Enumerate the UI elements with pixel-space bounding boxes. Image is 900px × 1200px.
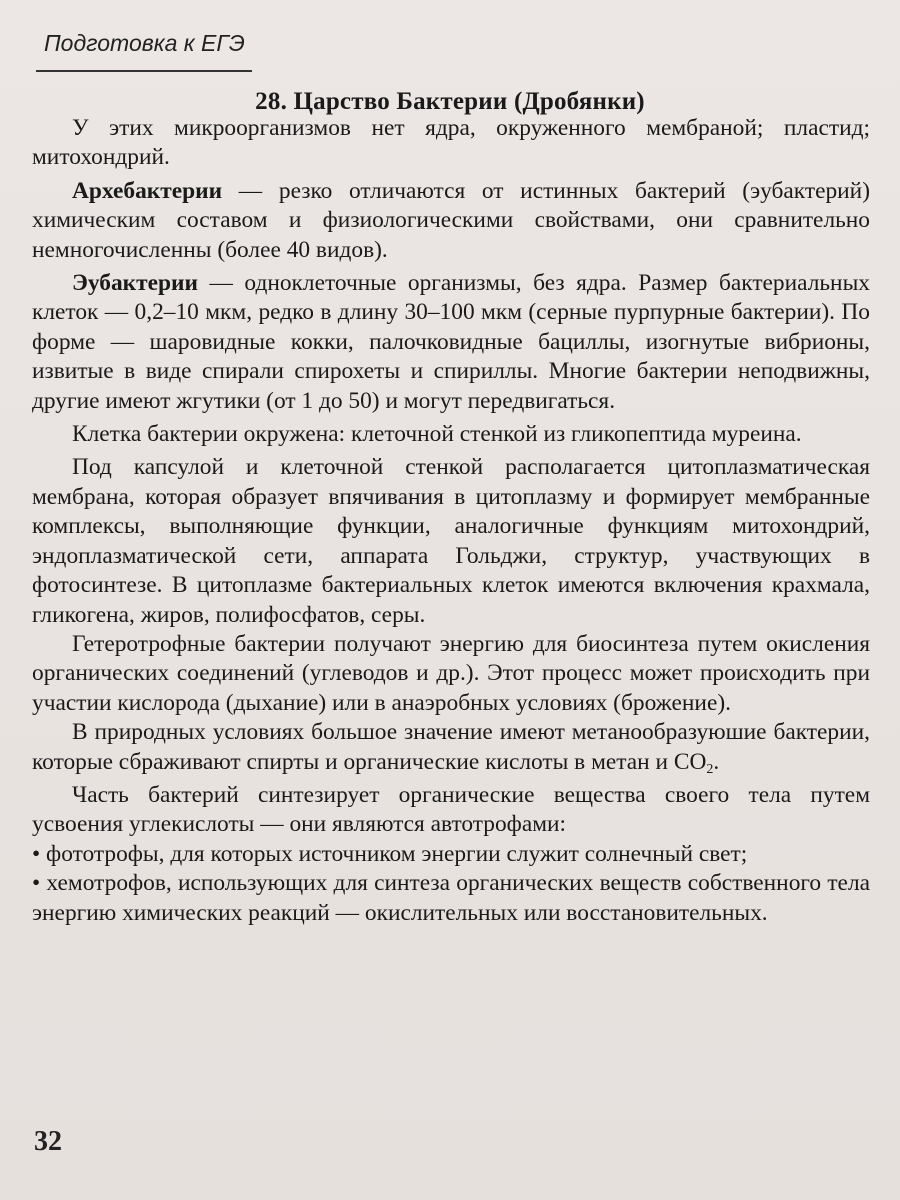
paragraph	[32, 269, 870, 416]
paragraph: У этих микроорганизмов нет ядра, окруженного мембраной; пластид; митохондрий.	[32, 115, 870, 171]
paragraph	[32, 718, 870, 777]
section-title: 28. Царство Бактерии (Дробянки)	[255, 88, 645, 115]
paragraph-text: — одноклеточные организмы, без ядра. Размер бактериальных клеток — 0,2–10 мкм, редко в длину 30–100 мкм (серные пурпурные бактерии). По форме — шаровидные кокки, палочковидные бациллы, изогнутые вибрионы, извитые в виде спирали спирохеты и спириллы. Многие бактерии неподвижны, другие имеют жгутики (от 1 до 50) и могут передвигаться.	[32, 270, 870, 414]
page-number: 32	[34, 1126, 62, 1157]
header-rule	[36, 70, 252, 72]
paragraph-text: — резко отличаются от истинных бактерий (эубактерий) химическим составом и физиологическими свойствами, они сравнительно немногочисленны (более 40 видов).	[32, 177, 870, 263]
paragraph: Под капсулой и клеточной стенкой располагается цитоплазматическая мембрана, которая образует впячивания в цитоплазму и формирует мембранные комплексы, выполняющие функции, аналогичные функциям митохондрий, эндоплазматической сети, аппарата Гольджи, структур, участвующих в фотосинтезе. В цитоплазме бактериальных клеток имеются включения крахмала, гликогена, жиров, полифосфатов, серы.	[32, 454, 870, 628]
paragraph: Часть бактерий синтезирует органические вещества своего тела путем усвоения углекислоты — они являются автотрофами:	[32, 781, 870, 838]
subscript: 2	[706, 761, 714, 777]
paragraph: Клетка бактерии окружена: клеточной стенкой из гликопептида муреина.	[72, 421, 802, 448]
paragraph	[32, 177, 870, 265]
bullet-item: • фототрофы, для которых источником энергии служит солнечный свет;	[32, 840, 748, 867]
paragraph: Гетеротрофные бактерии получают энергию для биосинтеза путем окисления органических соединений (углеводов и др.). Этот процесс может происходить при участии кислорода (дыхание) или в анаэробных условиях (брожение).	[32, 630, 870, 716]
body-text	[32, 114, 870, 932]
bullet-item: • хемотрофов, использующих для синтеза органических веществ собственного тела энергию химических реакций — окислительных или восстановительных.	[32, 870, 870, 926]
paragraph-end: .	[713, 748, 720, 775]
paragraph-text: В природных условиях большое значение имеют метанообразуюшие бактерии, которые сбраживают спирты и органические кислоты в метан и CO	[32, 719, 870, 775]
term-eubacteria: Эубактерии	[72, 270, 198, 297]
running-header: Подготовка к ЕГЭ	[44, 30, 245, 56]
term-archaebacteria: Архебактерии	[72, 177, 223, 204]
